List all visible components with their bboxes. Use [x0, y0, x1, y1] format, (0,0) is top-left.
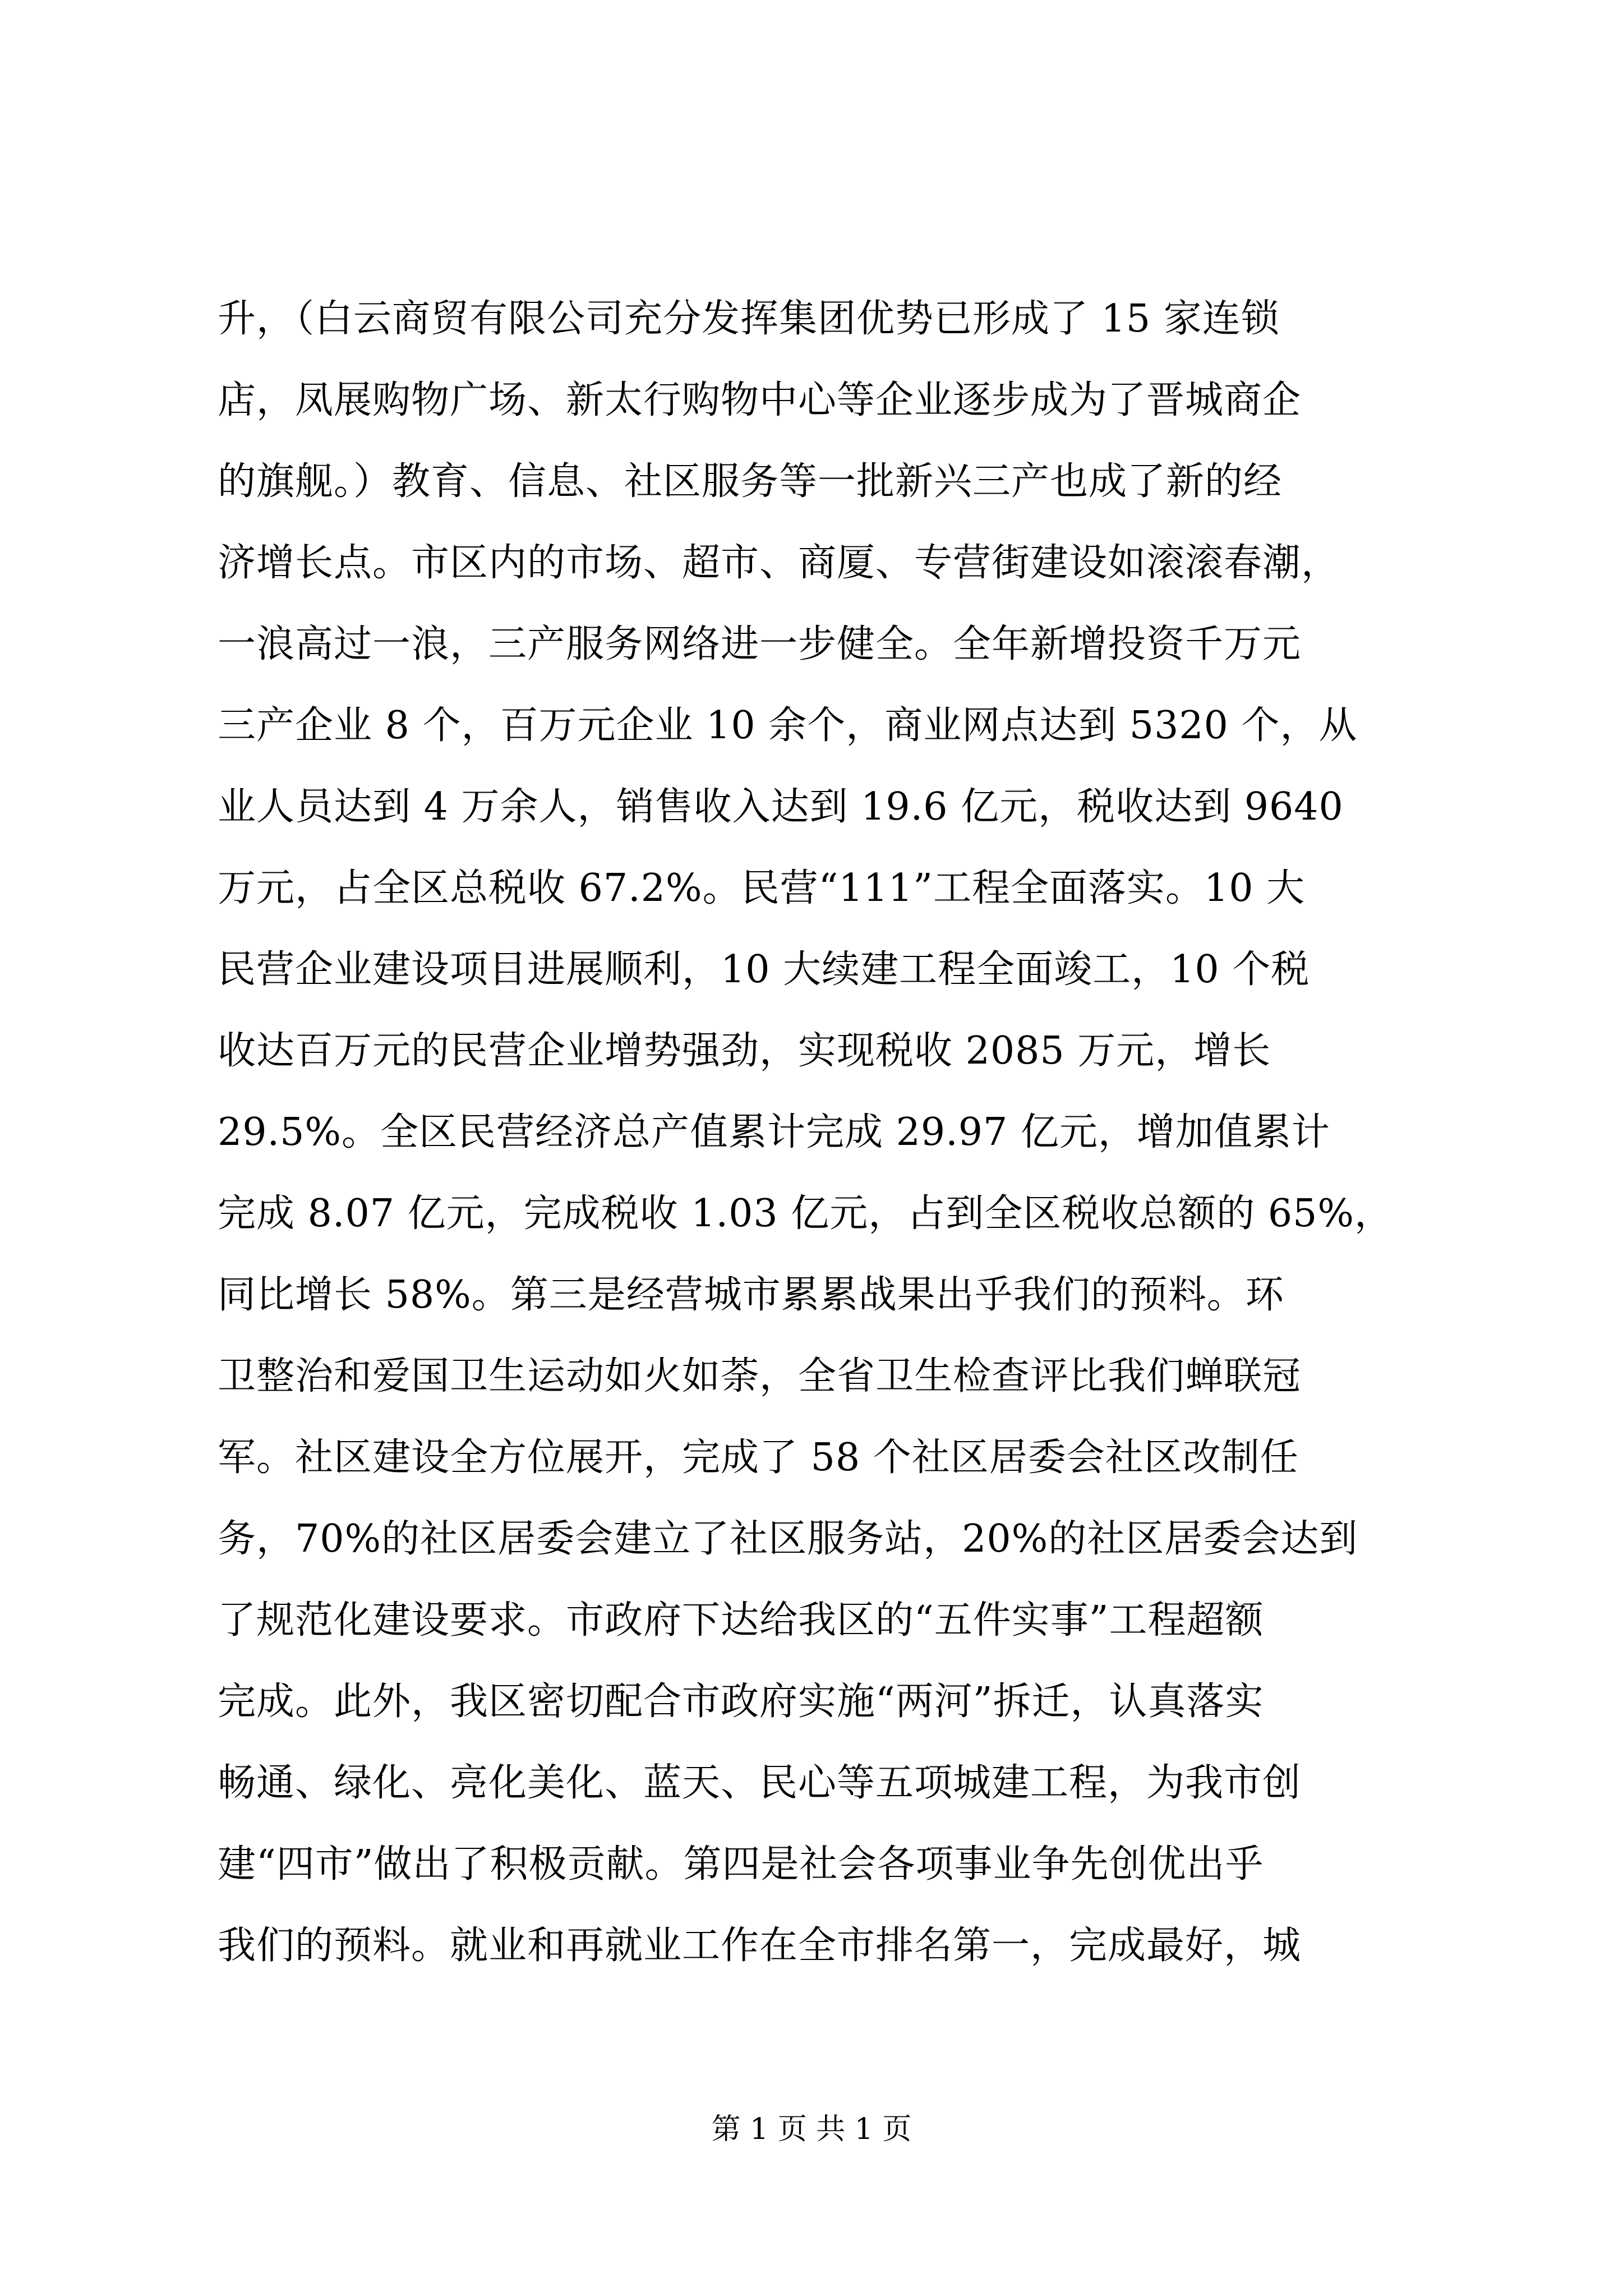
text-line: 万元，占全区总税收 67.2%。民营“111”工程全面落实。10 大 — [218, 866, 1306, 910]
text-line: 的旗舰。）教育、信息、社区服务等一批新兴三产也成了新的经 — [218, 459, 1283, 504]
text-line: 完成 8.07 亿元，完成税收 1.03 亿元，占到全区税收总额的 65%， — [218, 1191, 1394, 1236]
text-line: 收达百万元的民营企业增势强劲，实现税收 2085 万元，增长 — [218, 1029, 1271, 1073]
text-line: 军。社区建设全方位展开，完成了 58 个社区居委会社区改制任 — [218, 1435, 1299, 1480]
text-line: 三产企业 8 个，百万元企业 10 余个，商业网点达到 5320 个，从 — [218, 703, 1358, 748]
text-line: 我们的预料。就业和再就业工作在全市排名第一，完成最好，城 — [218, 1924, 1302, 1968]
text-line: 完成。此外，我区密切配合市政府实施“两河”拆迁，认真落实 — [218, 1680, 1264, 1724]
text-line: 畅通、绿化、亮化美化、蓝天、民心等五项城建工程，为我市创 — [218, 1761, 1302, 1805]
text-line: 升，（白云商贸有限公司充分发挥集团优势已形成了 15 家连锁 — [218, 297, 1280, 341]
text-line: 济增长点。市区内的市场、超市、商厦、专营街建设如滚滚春潮， — [218, 541, 1340, 585]
text-line: 务，70%的社区居委会建立了社区服务站，20%的社区居委会达到 — [218, 1517, 1358, 1561]
page-number-footer: 第 1 页 共 1 页 — [711, 2113, 912, 2146]
text-line: 了规范化建设要求。市政府下达给我区的“五件实事”工程超额 — [218, 1598, 1264, 1642]
text-line: 店，凤展购物广场、新太行购物中心等企业逐步成为了晋城商企 — [218, 378, 1302, 422]
text-line: 业人员达到 4 万余人，销售收入达到 19.6 亿元，税收达到 9640 — [218, 785, 1344, 829]
text-line: 同比增长 58%。第三是经营城市累累战果出乎我们的预料。环 — [218, 1273, 1284, 1317]
text-line: 29.5%。全区民营经济总产值累计完成 29.97 亿元，增加值累计 — [218, 1110, 1330, 1154]
text-line: 建“四市”做出了积极贡献。第四是社会各项事业争先创优出乎 — [218, 1842, 1264, 1887]
text-line: 民营企业建设项目进展顺利，10 大续建工程全面竣工，10 个税 — [218, 947, 1310, 992]
text-line: 一浪高过一浪，三产服务网络进一步健全。全年新增投资千万元 — [218, 622, 1302, 666]
body-paragraph — [218, 278, 1407, 1986]
text-line: 卫整治和爱国卫生运动如火如荼，全省卫生检查评比我们蝉联冠 — [218, 1354, 1302, 1398]
